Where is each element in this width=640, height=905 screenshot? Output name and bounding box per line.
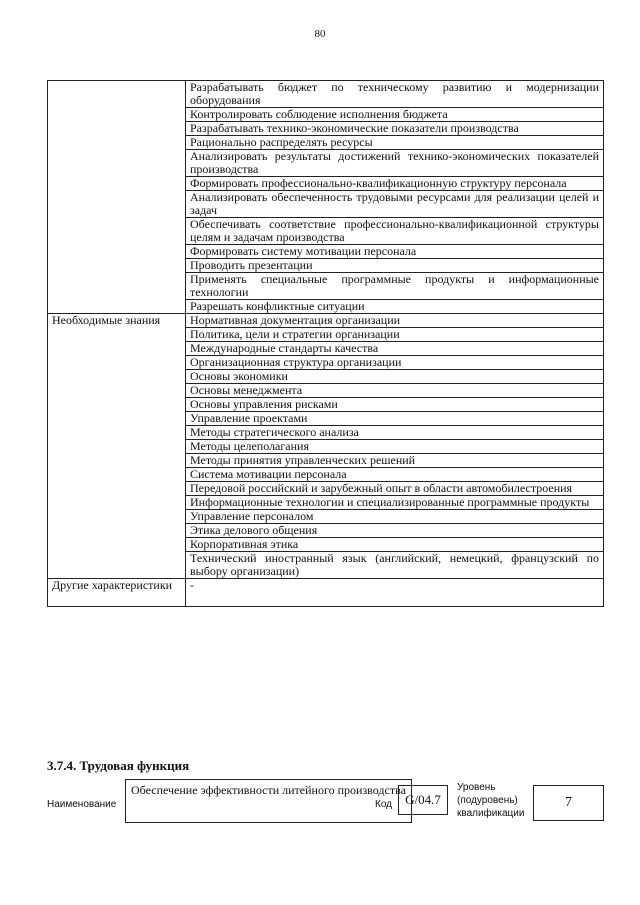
table-cell-item: Политика, цели и стратегии организации (186, 328, 604, 342)
table-cell-item: Организационная структура организации (186, 356, 604, 370)
table-cell-item: Разрешать конфликтные ситуации (186, 300, 604, 314)
table-cell-item: Система мотивации персонала (186, 468, 604, 482)
table-cell-item: Анализировать обеспеченность трудовыми ресурсами для реализации целей и задач (186, 191, 604, 218)
qualification-level-box: 7 (533, 785, 604, 821)
table-cell-item: Методы принятия управленческих решений (186, 454, 604, 468)
table-cell-item: Основы экономики (186, 370, 604, 384)
qualification-level-label: Уровень (подуровень) квалификации (457, 782, 525, 819)
table-row (48, 81, 604, 108)
table-cell-item: Обеспечивать соответствие профессионально-квалификационной структуры целям и задачам производства (186, 218, 604, 245)
table-cell-item: Применять специальные программные продукты и информационные технологии (186, 273, 604, 300)
table-row (48, 314, 604, 328)
knowledge-category-cell: Необходимые знания (48, 314, 186, 579)
table-cell-item: Рационально распределять ресурсы (186, 136, 604, 150)
table-cell-item: Анализировать результаты достижений технико-экономических показателей производства (186, 150, 604, 177)
table-cell-item: - (186, 579, 604, 607)
table-cell-item: Этика делового общения (186, 524, 604, 538)
table-cell-item: Формировать профессионально-квалификационную структуру персонала (186, 177, 604, 191)
table-cell-item: Разрабатывать бюджет по техническому развитию и модернизации оборудования (186, 81, 604, 108)
table-cell-item: Разрабатывать технико-экономические показатели производства (186, 122, 604, 136)
labor-function-row (47, 779, 604, 825)
table-cell-item: Проводить презентации (186, 259, 604, 273)
table-cell-item: Формировать систему мотивации персонала (186, 245, 604, 259)
skills-category-cell (48, 81, 186, 314)
table-cell-item: Корпоративная этика (186, 538, 604, 552)
table-cell-item: Методы стратегического анализа (186, 426, 604, 440)
table-row (48, 579, 604, 607)
table-cell-item: Основы менеджмента (186, 384, 604, 398)
table-cell-item: Технический иностранный язык (английский, немецкий, французский по выбору организации) (186, 552, 604, 579)
function-name-box: Обеспечение эффективности литейного производства (125, 779, 412, 823)
table-cell-item: Нормативная документация организации (186, 314, 604, 328)
table-cell-item: Основы управления рисками (186, 398, 604, 412)
table-cell-item: Управление персоналом (186, 510, 604, 524)
skills-knowledge-table (47, 80, 604, 607)
table-cell-item: Управление проектами (186, 412, 604, 426)
name-label: Наименование (47, 799, 117, 810)
table-cell-item: Передовой российский и зарубежный опыт в области автомобилестроения (186, 482, 604, 496)
section-title: 3.7.4. Трудовая функция (47, 758, 190, 773)
page-number: 80 (314, 28, 326, 40)
function-code-box: G/04.7 (398, 785, 448, 815)
table-cell-item: Информационные технологии и специализированные программные продукты (186, 496, 604, 510)
table-cell-item: Международные стандарты качества (186, 342, 604, 356)
table-cell-item: Методы целеполагания (186, 440, 604, 454)
other-category-cell: Другие характеристики (48, 579, 186, 607)
table-cell-item: Контролировать соблюдение исполнения бюджета (186, 108, 604, 122)
code-label: Код (375, 799, 393, 810)
